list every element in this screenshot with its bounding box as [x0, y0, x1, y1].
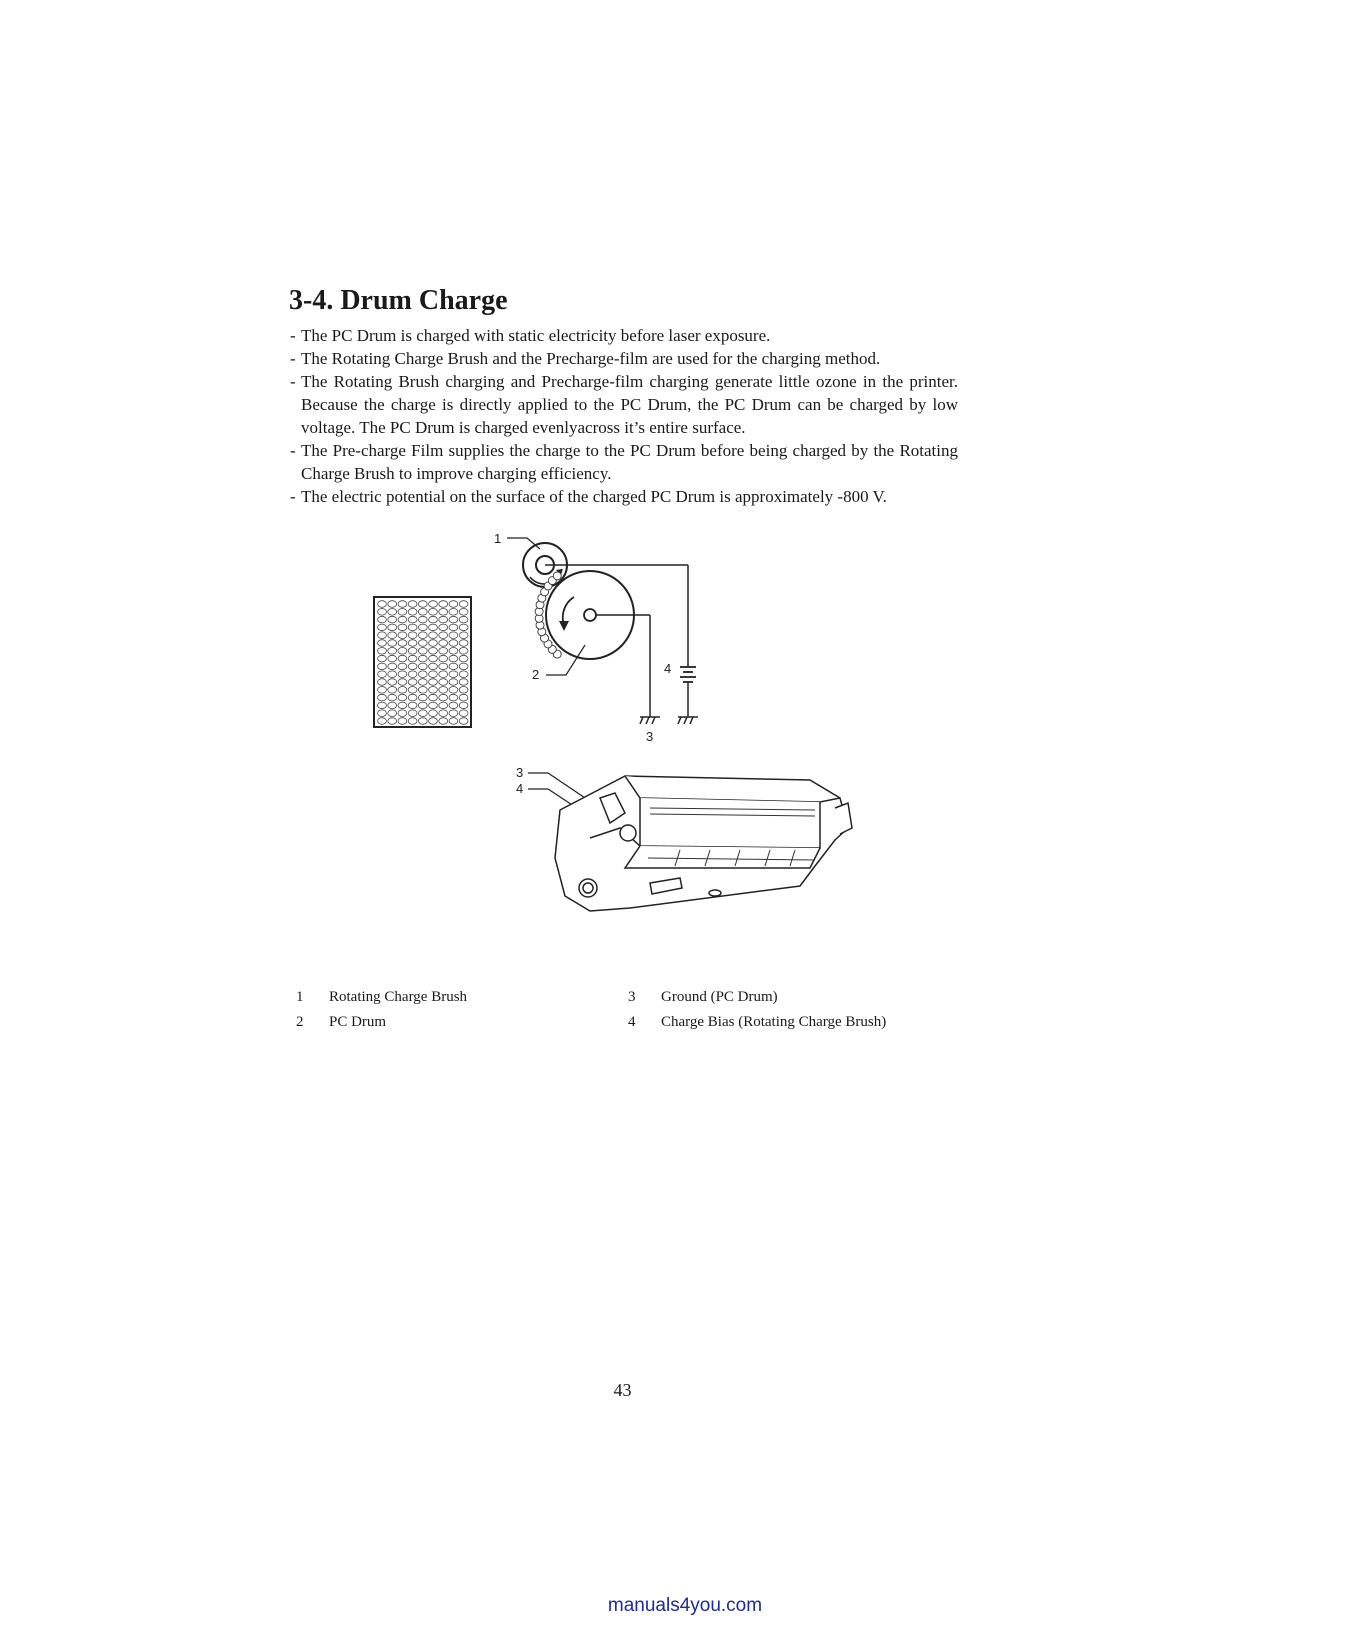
- bullet-text: The electric potential on the surface of the charged PC Drum is approximately -800 V.: [301, 487, 887, 506]
- legend-number: 1: [296, 989, 304, 1005]
- legend-item: [628, 1010, 886, 1035]
- charge-bead: [553, 572, 561, 580]
- label-ground: 3: [646, 729, 654, 744]
- legend-number: 3: [628, 989, 636, 1005]
- legend-text: PC Drum: [329, 1014, 387, 1030]
- legend-item: [296, 1010, 386, 1035]
- ground-symbol-icon: [678, 717, 698, 724]
- battery-icon: [680, 667, 696, 682]
- precharge-film-panel: [374, 597, 471, 727]
- bullet-item: [290, 439, 958, 485]
- section-title: 3-4. Drum Charge: [289, 285, 508, 316]
- legend-number: 4: [628, 1014, 636, 1030]
- bullet-dash: -: [290, 326, 296, 345]
- bullet-dash: -: [290, 487, 296, 506]
- label-bias: 4: [664, 661, 672, 676]
- bullet-dash: -: [290, 441, 296, 460]
- cartridge-body: [555, 776, 852, 911]
- bullet-dash: -: [290, 372, 296, 391]
- bullet-dash: -: [290, 349, 296, 368]
- drum-charge-diagram: [360, 525, 720, 760]
- legend-item: [296, 985, 467, 1010]
- label-drum: 2: [532, 667, 540, 682]
- bullet-text: The Rotating Charge Brush and the Precharge-film are used for the charging method.: [301, 349, 881, 368]
- cartridge-label-bias: 4: [516, 781, 524, 796]
- legend-item: [628, 985, 778, 1010]
- toner-cartridge-illustration: [516, 765, 870, 928]
- bullet-text: The Pre-charge Film supplies the charge to the PC Drum before being charged by the Rotating Charge Brush to improve charging efficiency.: [301, 441, 958, 483]
- bullet-item: [290, 370, 958, 439]
- bullet-item: [290, 324, 958, 347]
- legend-text: Charge Bias (Rotating Charge Brush): [661, 1014, 887, 1030]
- ground-symbol-icon: [640, 717, 660, 724]
- bullet-item: [290, 485, 958, 508]
- bullet-text: The PC Drum is charged with static electricity before laser exposure.: [301, 326, 771, 345]
- bullet-item: [290, 347, 958, 370]
- pc-drum-axle: [584, 609, 596, 621]
- footer-link[interactable]: manuals4you.com: [607, 1595, 763, 1616]
- page-number: 43: [613, 1380, 632, 1400]
- cartridge-label-ground: 3: [516, 765, 524, 780]
- legend-text: Ground (PC Drum): [661, 989, 778, 1005]
- legend-number: 2: [296, 1014, 304, 1030]
- label-brush: 1: [494, 531, 502, 546]
- legend-text: Rotating Charge Brush: [329, 989, 468, 1005]
- bullet-list: [290, 324, 958, 508]
- bullet-text: The Rotating Brush charging and Precharge-film charging generate little ozone in the printer. Because the charge is directly applied to the PC Drum, the PC Drum can be charged by low voltage. The PC Drum is charged evenlyacross it’s entire surface.: [301, 372, 958, 437]
